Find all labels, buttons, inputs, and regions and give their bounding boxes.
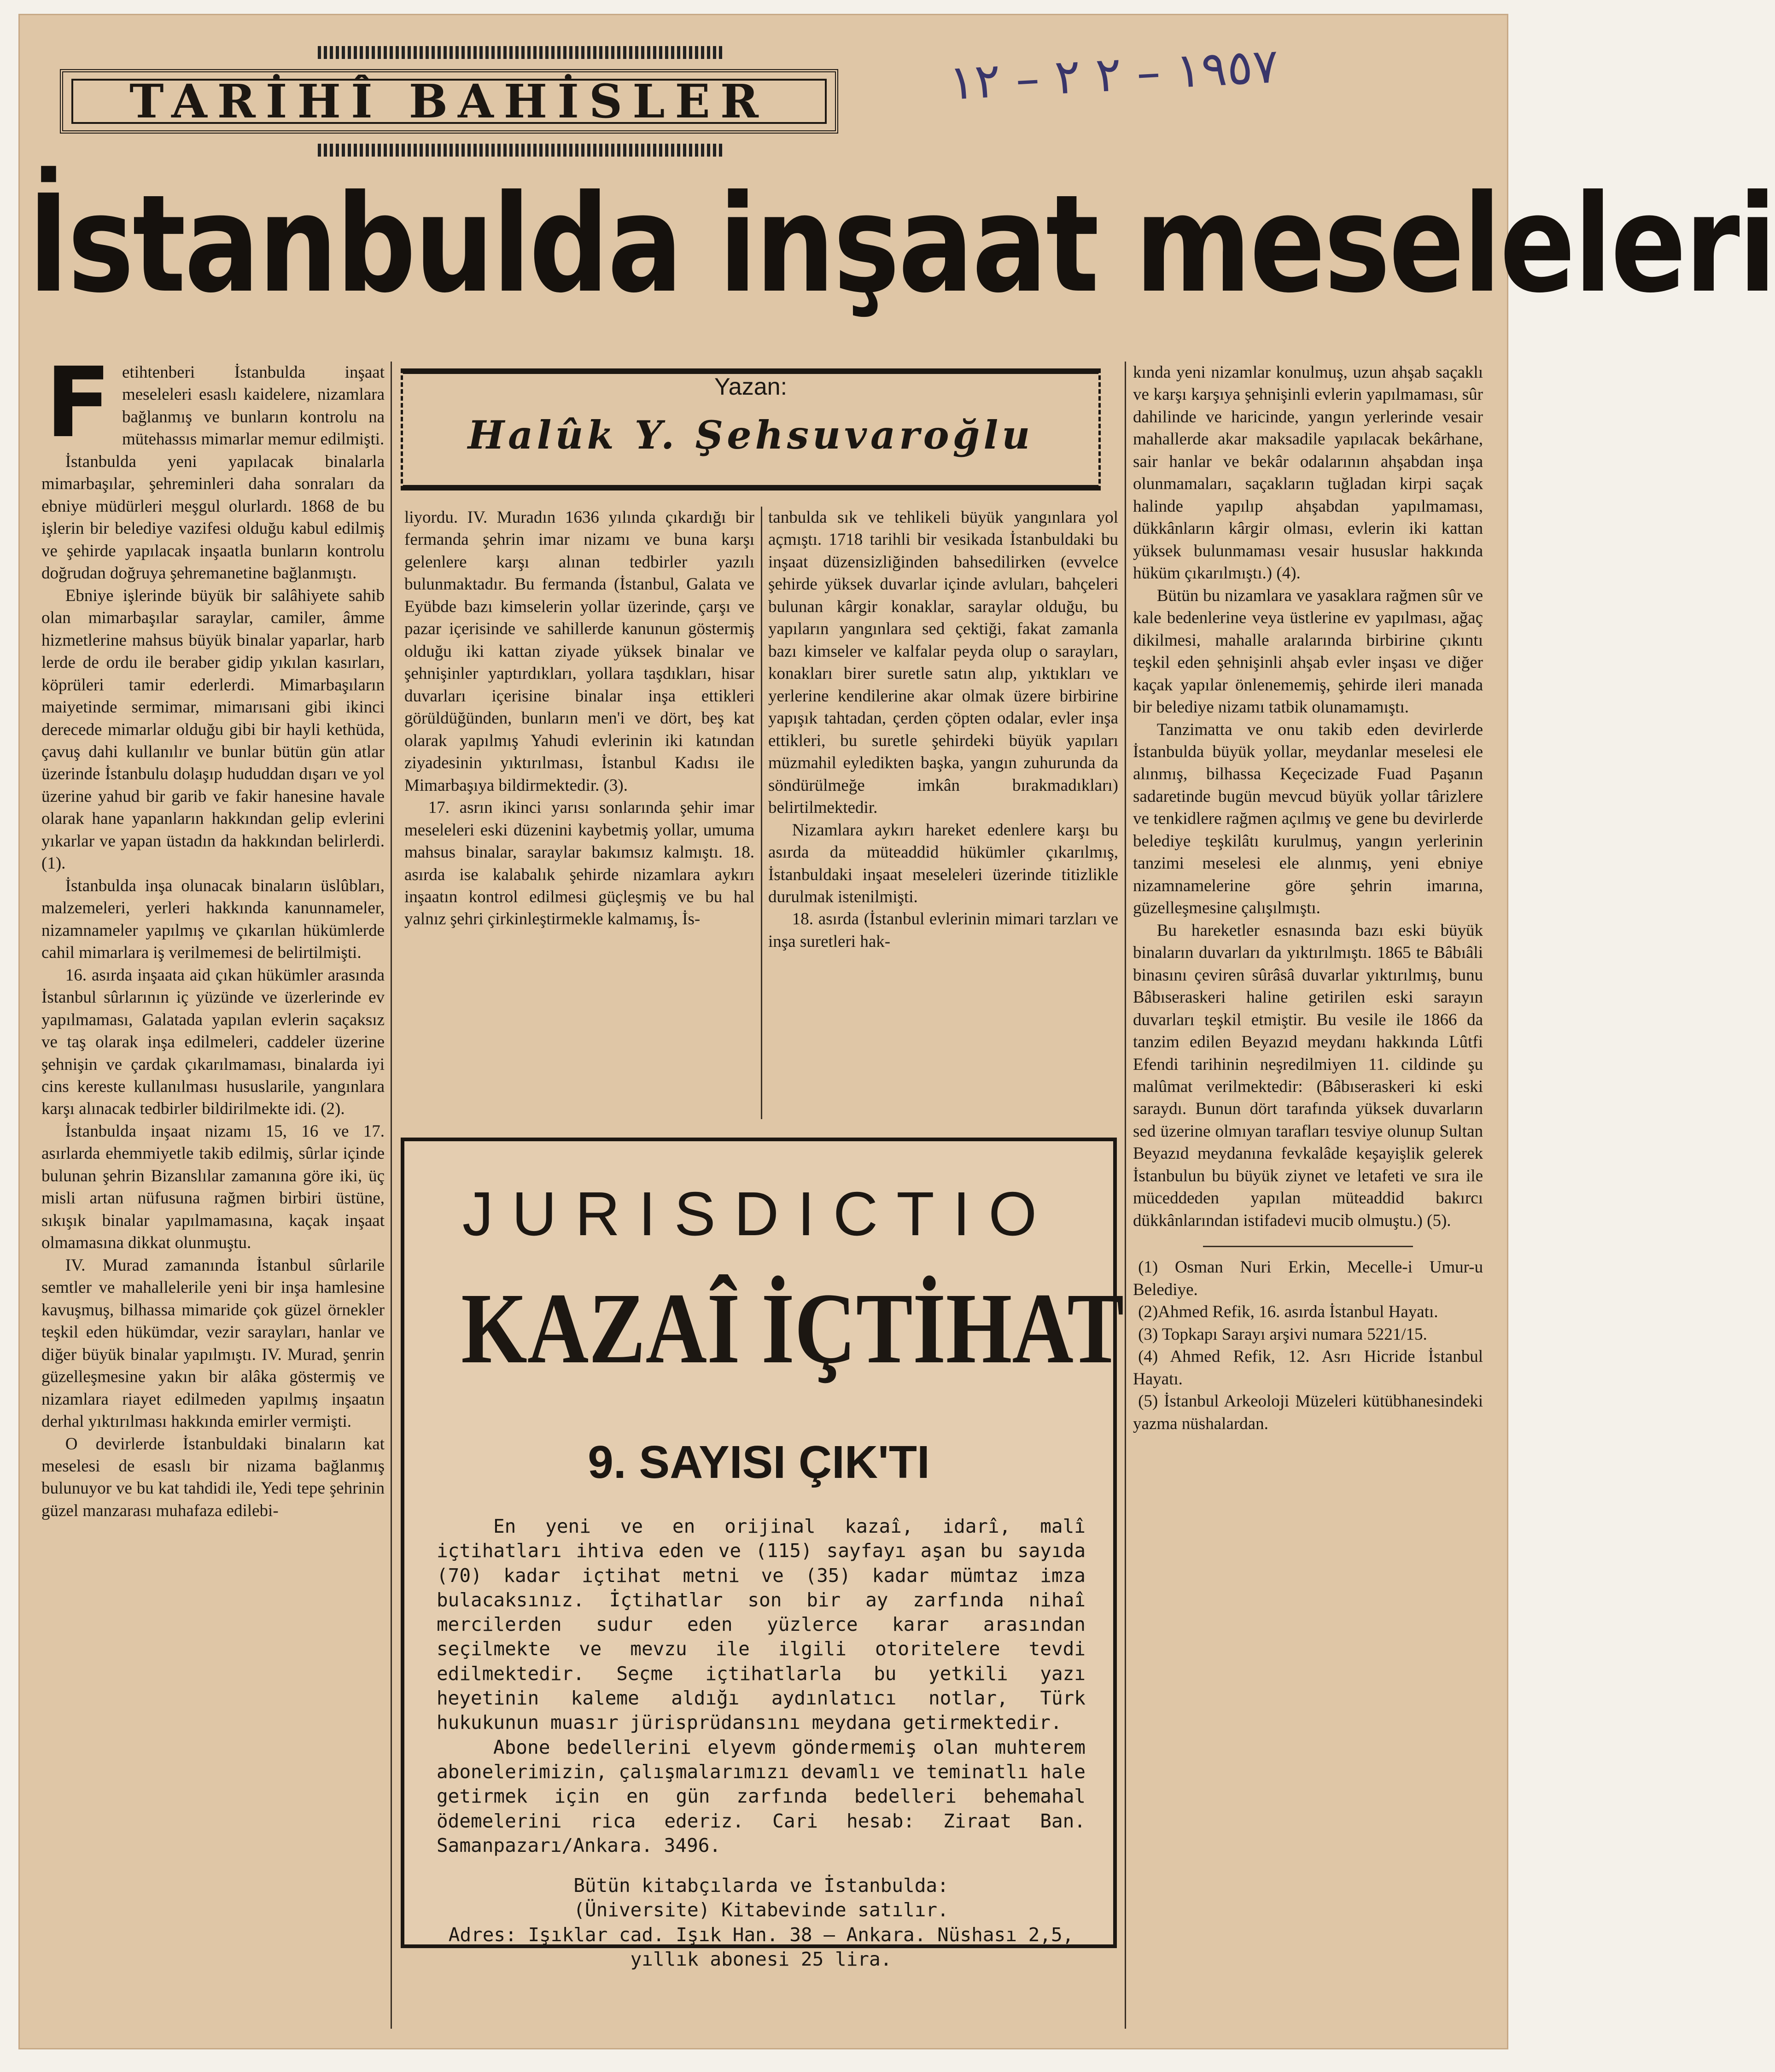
ad-title-latin: JURISDICTIO (462, 1179, 1056, 1249)
byline-box (401, 368, 1101, 490)
drop-cap: F (45, 346, 111, 459)
paragraph: O devirlerde İstanbuldaki binaların kat meselesi de esaslı bir nizama bağlanmış bulunuyor ve bu kat tahdidi ile, Yedi tepe şehrinin güzel manzarası muhafaza edilebi- (41, 1434, 385, 1520)
banner-hatch-top (318, 46, 723, 59)
ad-footer-line: Adres: Işıklar cad. Işık Han. 38 — Ankara. Nüshası 2,5, yıllık abonesi 25 lira. (448, 1923, 1074, 1971)
ad-issue-notice: 9. SAYISI ÇIK'TI (588, 1436, 930, 1488)
paragraph: Bütün bu nizamlara ve yasaklara rağmen sûr ve kale bedenlerine veya üstlerine ev yapılması, ağaç dikilmesi, mahalle aralarında birbirine çıkıntı teşkil eden şehnişinli ahşab evler inşası ve diğer kaçak yapılar önlenememiş, şehirde ileri manada bir belediye nizamı tatbik olunamamıştı. (1133, 586, 1483, 717)
byline-label: Yazan: (714, 374, 788, 400)
paragraph: 18. asırda (İstanbul evlerinin mimari tarzları ve inşa suretleri hak- (768, 910, 1118, 951)
ad-paragraph: Abone bedellerini elyevm göndermemiş olan muhterem abonelerimizin, çalışmalarımızı devamlı ve teminatlı hale getirmek için en gün zarfında bedelleri behemahal ödemelerini rica ederiz. Cari hesab: Ziraat Ban. Samanpazarı/Ankara. 3496. (437, 1736, 1086, 1856)
column-rule (1125, 362, 1126, 2029)
paragraph: Nizamlara aykırı hareket edenlere karşı bu asırda da müteaddid hükümler çıkarılmış, İstanbuldaki inşaat meseleleri üzerinde titizlikle durulmak istenilmişti. (768, 820, 1118, 906)
paragraph: İstanbulda inşaat nizamı 15, 16 ve 17. asırlarda ehemmiyetle takib edilmiş, sûrlar içinde bulunan şehrin Bizanslılar zamanına göre iki, üç misli artan nüfusuna rağmen birbiri üstüne, sıkışık binalar yapılmamasına, kaçak inşaat olmamasına dikkat olunmuştu. (41, 1121, 385, 1253)
handwritten-date-note: ١٩٥٧ – ٢ ٢ – ١٢ (947, 37, 1280, 111)
headline: İstanbulda inşaat meseleleri (28, 166, 1775, 322)
ad-title: KAZAÎ İÇTİHAT (461, 1272, 1124, 1384)
paragraph: 17. asrın ikinci yarısı sonlarında şehir imar meseleleri eski düzenini kaybetmiş yollar, umuma mahsus binalar, saraylar bakımsız kalmıştı. 18. asırda ise kalabalık şehirde nizamlara aykırı inşaatın kontrol edilmesi güçleşmiş ve bu hal yalnız şehri çirkinleştirmekle kalmamış, İs- (404, 798, 754, 929)
footnote: (5) İstanbul Arkeoloji Müzeleri kütübhanesindeki yazma nüshalardan. (1133, 1392, 1483, 1433)
article-column-2 (404, 507, 754, 1124)
ad-footer-line: Bütün kitabçılarda ve İstanbulda: (573, 1874, 949, 1897)
paragraph: etihtenberi İstanbulda inşaat meseleleri esaslı kaidelere, nizamlara bağlanmış ve bunların kontrolu na mütehassıs mimarlar memur edilmişti. (122, 363, 385, 449)
column-rule (391, 362, 392, 2029)
footnote-separator (1203, 1246, 1413, 1247)
ad-footer-line: (Üniversite) Kitabevinde satılır. (573, 1899, 949, 1921)
paragraph: liyordu. IV. Muradın 1636 yılında çıkardığı bir fermanda şehrin imar nizamı ve buna karşı gelenlere karşı alınan tedbirler yazılı bulunmaktadır. Bu fermanda (İstanbul, Galata ve Eyübde bazı kimselerin yollar üzerinde, çarşı ve pazar içerisinde ve sahillerde kanunun göstermiş olduğu iki kattan ziyade yüksek binalar ve şehnişinler yaptırdıkları, yollara taşdıkları, hisar duvarları içerisine binalar inşa ettikleri görüldüğünden, bunların men'i ve dört, beş kat olarak yapılmış Yahudi evlerinin iki katından ziyadesinin yıktırılması, İstanbul Kadısı ile Mimarbaşıya bildirmektedir. (3). (404, 508, 754, 795)
banner-hatch-bottom (318, 144, 723, 157)
footnote: (4) Ahmed Refik, 12. Asrı Hicride İstanbul Hayatı. (1133, 1347, 1483, 1389)
paragraph: İstanbulda inşa olunacak binaların üslûbları, malzemeleri, yerleri hakkında kanunnameler, nizamnameler yapılmış ve çıkarılan hükümlerde cahil mimarlara iş verilmemesi de belirtilmişti. (41, 876, 385, 963)
footnote: (2)Ahmed Refik, 16. asırda İstanbul Hayatı. (1138, 1302, 1438, 1322)
footnote: (1) Osman Nuri Erkin, Mecelle-i Umur-u Belediye. (1133, 1258, 1483, 1299)
advertisement-box (401, 1138, 1124, 1971)
banner-box (60, 69, 838, 134)
series-title: TARİHÎ BAHİSLER (129, 74, 769, 128)
footnote: (3) Topkapı Sarayı arşivi numara 5221/15. (1138, 1325, 1427, 1344)
paragraph: İstanbulda yeni yapılacak binalarla mimarbaşılar, şehreminleri daha sonraları da ebniye müdürleri meşgul olurlardı. 1868 de bu işlerin bir belediye vazifesi olduğu kabul edilmiş ve şehirde yapılacak inşaatla bunların kontrolu doğrudan doğruya şehremanetine bağlanmıştı. (41, 452, 385, 583)
article-column-1 (41, 346, 385, 2038)
footnotes (1133, 1256, 1483, 1435)
paragraph: Ebniye işlerinde büyük bir salâhiyete sahib olan mimarbaşılar saraylar, camiler, âmme hizmetlerine mahsus büyük binalar yaparlar, harb lerde de ordu ile beraber gidip yıkılan kasırları, köprüleri tamir ederlerdi. Mimarbaşıların maiyetinde sermimar, mimarısani gibi ikinci derecede mimarlar olduğu gibi bir hayli kethüda, çavuş dahi kullanılır ve bunlar bütün gün atlar üzerinde İstanbulu dolaşıp hududdan dışarı ve yol üzerine yahud bir garib ve fakir hanesine havale olarak hane yapanların hakkından gelip evlerini yıkarlar ve yapan üstadın da hakkından belirlerdi. (1). (41, 586, 385, 873)
article-column-4 (1133, 362, 1483, 1895)
article-column-3 (768, 507, 1118, 1124)
column-rule (761, 507, 762, 1119)
paragraph: IV. Murad zamanında İstanbul sûrlarile semtler ve mahallelerile yeni bir inşa hamlesine kavuşmuş, bilhassa mimaride çok güzel örnekler teşkil eden hükümdar, vezir sarayları, hanlar ve diğer büyük binalar yapılmıştı. IV. Murad, şenrin güzelleşmesine yakın bir alâka göstermiş ve nizamlara riayet edilmeden yapılmış inşaatın derhal yıktırılması hakkında emirler vermişti. (41, 1255, 385, 1431)
paragraph: kında yeni nizamlar konulmuş, uzun ahşab saçaklı ve karşı karşıya şehnişinli evlerin yapılmaması, sûr dahilinde ve haricinde, yangın yerlerinde vesair mahallerde akar maksadile yapılacak bekârhane, sair hanlar ve bekâr odalarının ahşabdan inşa olunmamaları, saçakların tuğladan kirpi saçak halinde yapılıp ahşabdan yapılmaması, dükkânların kârgir olması, evlerin iki kattan yüksek bulunmaması vesair hususlar hakkında hüküm çıkarılmıştı.) (4). (1133, 363, 1483, 583)
ad-paragraph: En yeni ve en orijinal kazaî, idarî, malî içtihatları ihtiva eden ve (115) sayfayı aşan bu sayıda (70) kadar içtihat metni ve (35) kadar mümtaz imza bulacaksınız. İçtihatlar son bir ay zarfında nihaî mercilerden sudur eden yüzlerce karar arasından seçilmekte ve mevzu ile ilgili otoritelere tevdi edilmektedir. Seçme içtihatlarla bu yetkili yazı heyetinin kaleme aldığı aydınlatıcı notlar, Türk hukukunun muasır jürisprüdansını meydana getirmektedir. (437, 1515, 1086, 1734)
paragraph: 16. asırda inşaata aid çıkan hükümler arasında İstanbul sûrlarının iç yüzünde ve üzerlerinde ev yapılmaması, Galatada yapılan evlerin saçaksız ve taş olarak inşa edilmeleri, caddeler üzerine şehnişin ve çardak çıkarılmaması, binalarda iyi cins kereste kullanılması hususlarile, yangınlara karşı alınacak tedbirler bildirilmekte idi. (2). (41, 965, 385, 1119)
ad-body (437, 1514, 1086, 1972)
paragraph: tanbulda sık ve tehlikeli büyük yangınlara yol açmıştı. 1718 tarihli bir vesikada İstanbuldaki bu inşaat düzensizliğinden bahsedilirken (evvelce şehirde yüksek duvarlar içinde avluları, bahçeleri bulunan kârgir konaklar, saraylar olduğu, bu yapıların yangınlara sed çektiği, fakat zamanla bazı kimseler ve kalfalar peyda olup o sarayları, konakları birer suretle satın alıp, yıktıkları ve yerlerine kendilerine akar olmak üzere birbirine yapışık tahtadan, çerden çöpten odalar, evler inşa ettikleri, bu suretle şehirdeki büyük yapıları müzmahil eyledikten başka, yangın zuhurunda da söndürülmeğe imkân bırakmadıkları) belirtilmektedir. (768, 508, 1118, 817)
paragraph: Bu hareketler esnasında bazı eski büyük binaların duvarları da yıktırılmıştı. 1865 te Bâbıâli binasını çeviren sûrâsâ duvarlar yıktırılmış, bunu Bâbıseraskeri haline getirilen eski sarayın duvarları teşkil etmiştir. Bu vesile ile 1866 da tanzim edilen Beyazıd meydanı hakkında Lûtfi Efendi tarihinin neşredilmiyen 11. cildinde şu malûmat verilmektedir: (Bâbıseraskeri ki eski saraydı. Bunun dört tarafında yüksek duvarların sed üzerine olmıyan tarafları tesviye olunup Sultan Beyazıd meydanına fevkalâde keşayişlik gelerek İstanbulun bu büyük ziynet ve letafeti ve sıra ile müceddeden yapılan müteaddid bakırcı dükkânlarından istifadevi mucib olmuştu.) (5). (1133, 921, 1483, 1230)
paragraph: Tanzimatta ve onu takib eden devirlerde İstanbulda büyük yollar, meydanlar meselesi ele alınmış, bilhassa Keçecizade Fuad Paşanın sadaretinde bugün mevcud büyük yollar târizlere ve tenkidlere rağmen açılmış ve gene bu devirlerde belediye teşkilâtı kurulmuş, yangın yerlerinin tanzimi meselesi ele alınmış, yeni ebniye nizamnamelerine göre şehrin imarına, güzelleşmesine çalışılmıştı. (1133, 720, 1483, 918)
author-name: Halûk Y. Şehsuvaroğlu (467, 412, 1034, 458)
series-banner (60, 46, 843, 157)
